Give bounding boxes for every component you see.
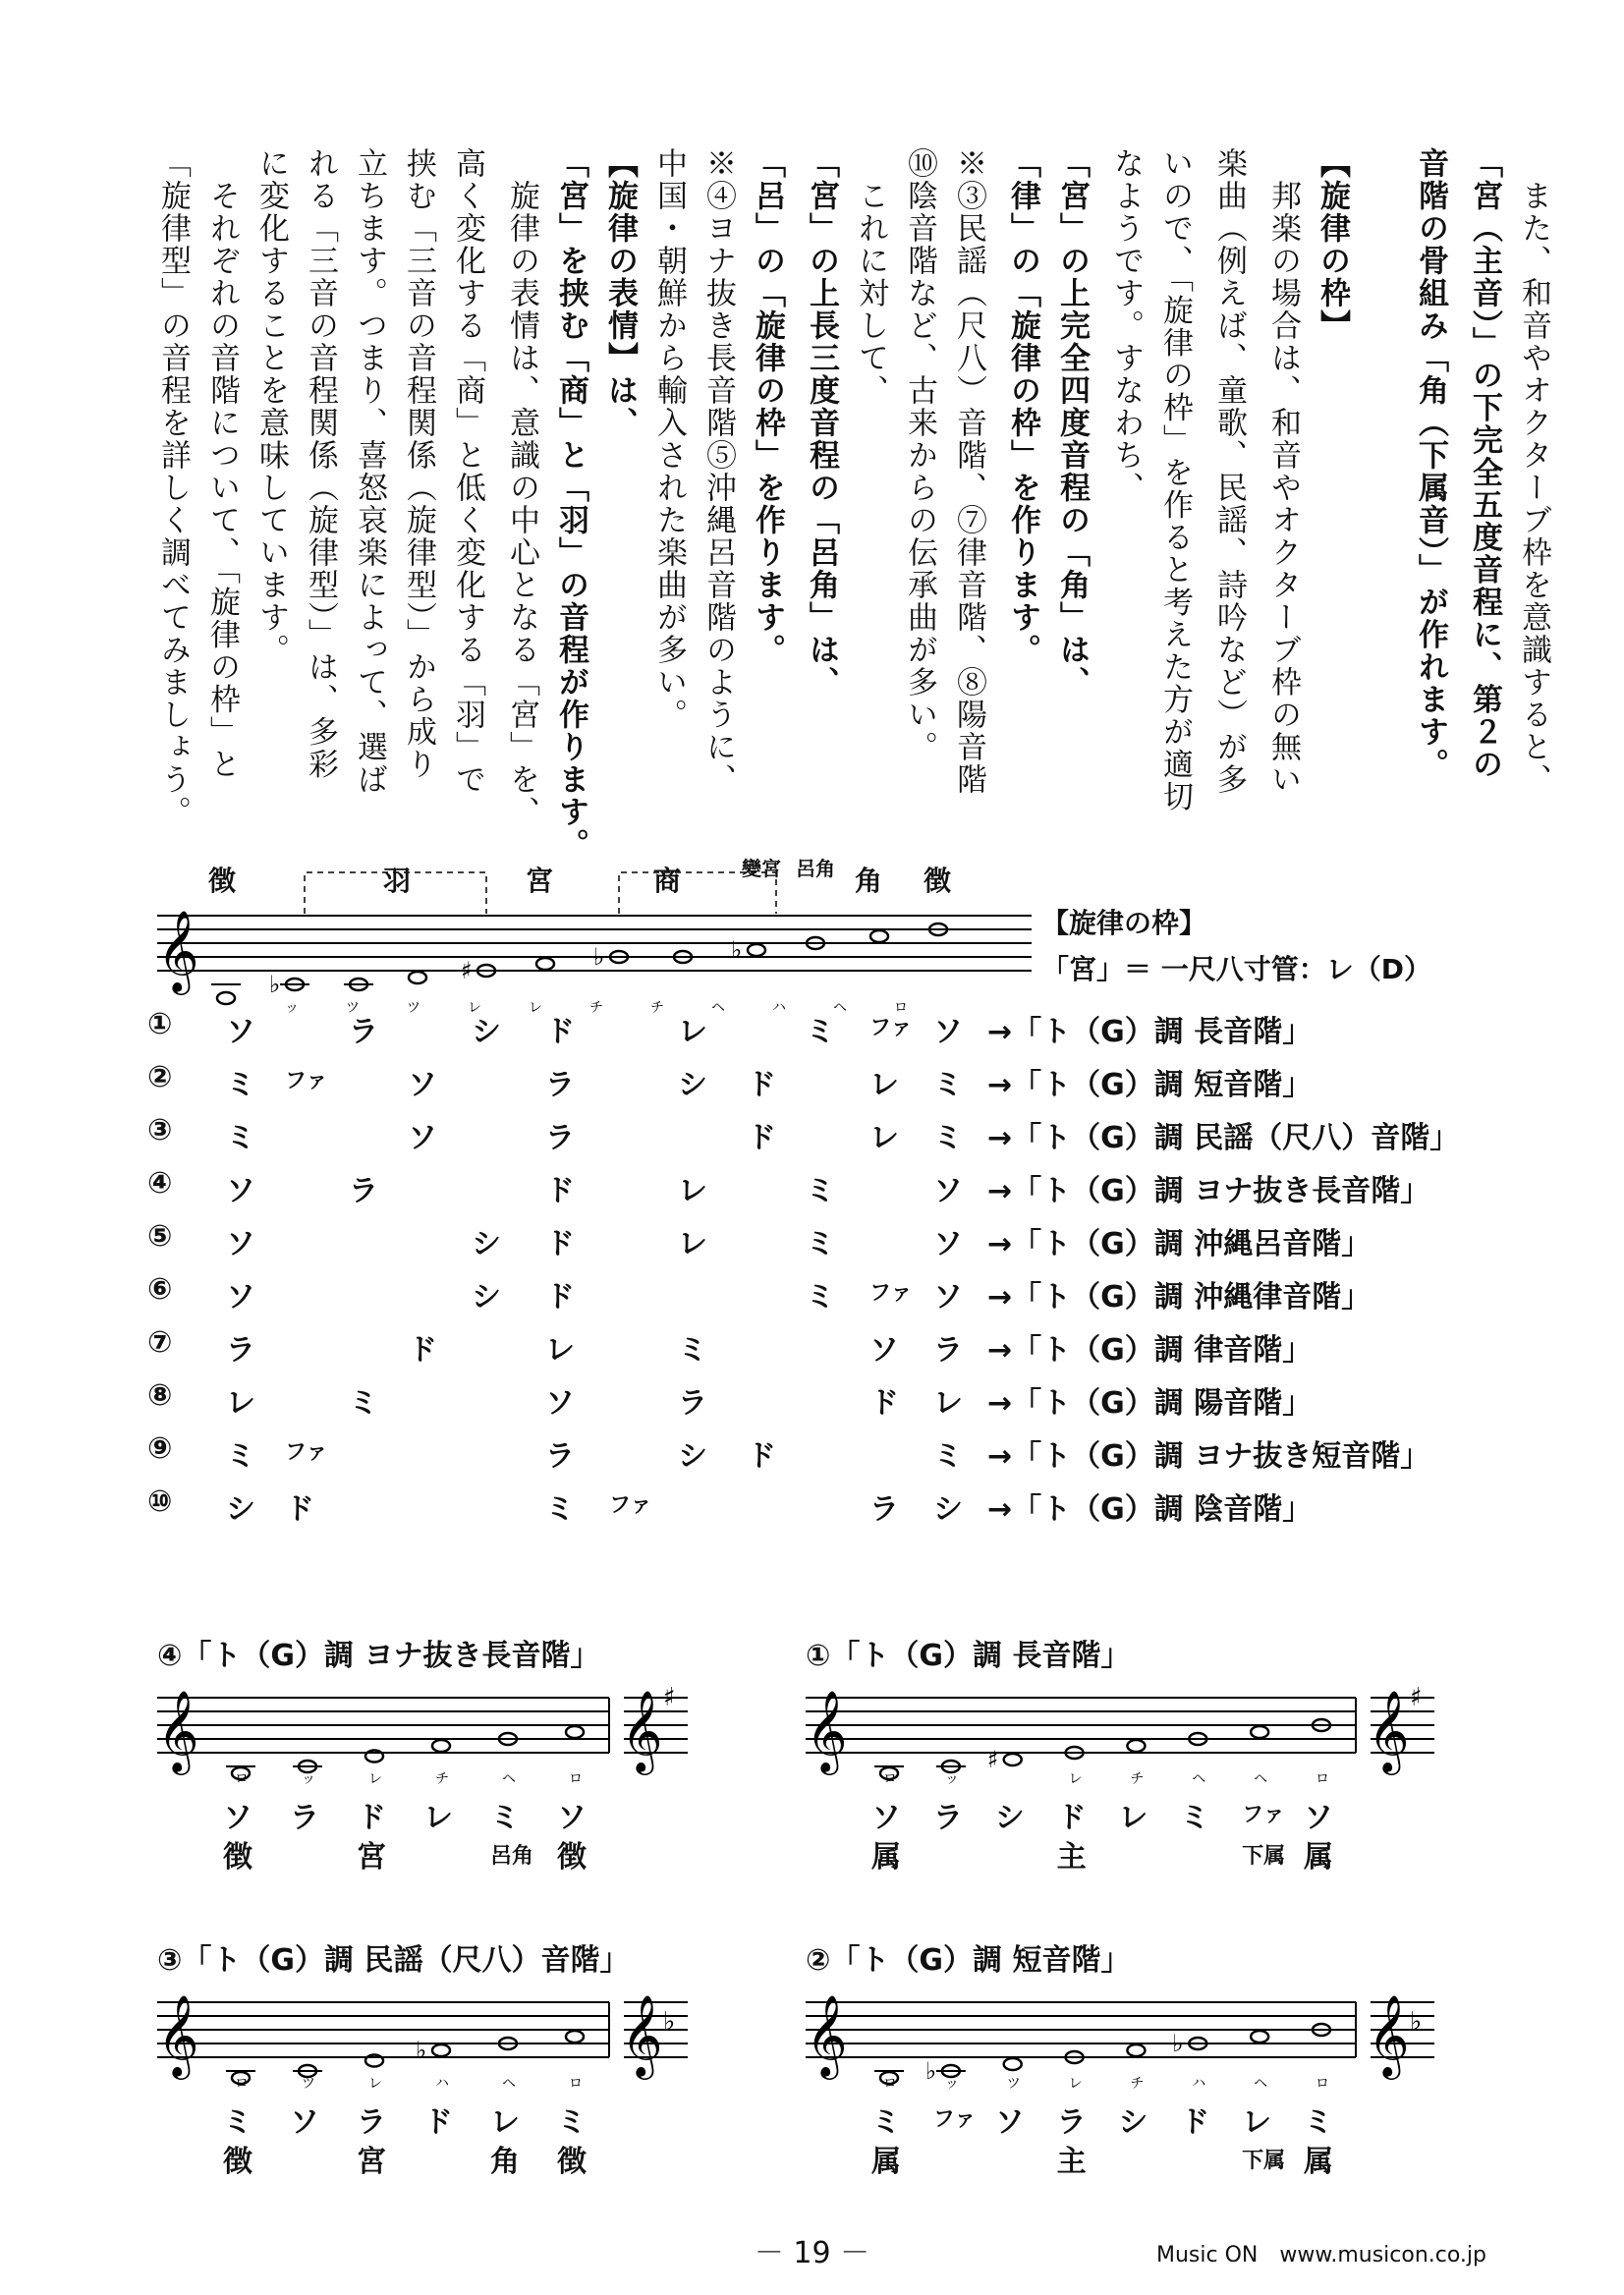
scale-title: ②「ト（G）調 短音階」 — [806, 1943, 1131, 1978]
solfege-note: ファ — [869, 1016, 913, 1040]
treble-clef-icon: 𝄞 — [621, 1689, 663, 1771]
treble-clef-icon: 𝄞 — [157, 1689, 199, 1771]
solfege-note: ソ — [933, 1227, 963, 1261]
staff-label: 呂角 — [796, 857, 835, 880]
scale-row — [147, 1219, 1523, 1262]
scale-staff — [806, 1680, 1493, 1788]
solfege-note: レ — [678, 1174, 707, 1208]
treble-clef-icon: 𝄞 — [1368, 1689, 1410, 1771]
kana-label: ッ — [944, 1771, 959, 1787]
row-number: ⑨ — [147, 1431, 173, 1466]
whole-note — [1127, 1740, 1145, 1752]
solfege-note: レ — [933, 1386, 963, 1421]
flat-icon: ♭ — [731, 936, 743, 964]
scale-degree: 主 — [1056, 2145, 1087, 2179]
scale-note: シ — [994, 1801, 1025, 1835]
scale-staff — [806, 1985, 1493, 2093]
whole-note — [536, 958, 554, 970]
text-column: 邦楽の場合は、和音やオクターブ枠の無い — [1265, 147, 1301, 796]
treble-clef-icon: 𝄞 — [621, 1993, 663, 2076]
whole-note — [566, 1726, 584, 1738]
kana-label: ツ — [407, 1000, 420, 1016]
row-number: ③ — [147, 1113, 173, 1148]
kana-label: レ — [468, 1000, 481, 1016]
site-credit: Music ON www.musicon.co.jp — [1156, 2243, 1486, 2267]
text-column: 旋律の表情は、意識の中心となる「宮」を、 — [504, 147, 539, 828]
treble-clef-icon: 𝄞 — [157, 1993, 199, 2076]
solfege-note: ド — [285, 1492, 314, 1527]
row-number: ⑥ — [147, 1272, 173, 1307]
sharp-icon: ♯ — [986, 1746, 999, 1773]
scale-note: ファ — [932, 2107, 977, 2132]
text-column: 挟む「三音の音程関係（旋律型）」から成り — [401, 147, 436, 781]
row-number: ④ — [147, 1166, 173, 1201]
treble-clef-icon: 𝄞 — [806, 1689, 848, 1771]
scale-result: →「ト（G）調 短音階」 — [987, 1068, 1313, 1102]
text-column: 「呂」の「旋律の枠」を作ります。 — [750, 147, 785, 666]
solfege-note: ミ — [226, 1439, 255, 1474]
scale-staff — [157, 1680, 747, 1788]
scale-degree: 呂角 — [490, 1844, 534, 1869]
solfege-note: レ — [545, 1333, 575, 1368]
kana-label: チ — [650, 1000, 664, 1016]
solfege-note: レ — [678, 1227, 707, 1261]
scale-degree: 属 — [871, 2145, 901, 2179]
scale-degree: 属 — [1304, 2145, 1333, 2179]
scale-row — [147, 1060, 1523, 1103]
text-column: に変化することを意味しています。 — [253, 147, 289, 666]
scale-note: ド — [423, 2105, 453, 2140]
scale-note: ミ — [871, 2105, 901, 2140]
scale-row — [147, 1431, 1523, 1475]
kana-label: ヘ — [1254, 1771, 1268, 1787]
kana-label: ロ — [569, 1771, 583, 1787]
solfege-note: ソ — [408, 1068, 437, 1102]
solfege-note: ド — [869, 1386, 899, 1421]
scale-note: ミ — [1304, 2105, 1333, 2140]
text-column: 楽曲（例えば、童歌、民謡、詩吟など）が多 — [1211, 147, 1247, 796]
kana-label: ヘ — [502, 2076, 516, 2092]
staff-label: 商 — [653, 865, 682, 897]
solfege-note: ファ — [609, 1493, 652, 1518]
text-column: 「律」の「旋律の枠」を作ります。 — [1005, 147, 1040, 666]
scale-result: →「ト（G）調 長音階」 — [987, 1015, 1313, 1049]
scale-result: →「ト（G）調 ヨナ抜き短音階」 — [987, 1439, 1430, 1474]
text-column: また、和音やオクターブ枠を意識すると、 — [1516, 147, 1551, 796]
solfege-note: シ — [678, 1068, 707, 1102]
staff-label: 變宮 — [742, 857, 781, 880]
staff-label: 徴 — [208, 865, 237, 897]
scale-note: ソ — [557, 1801, 587, 1835]
solfege-note: シ — [678, 1439, 707, 1474]
solfege-note: ソ — [226, 1174, 255, 1208]
solfege-note: ソ — [933, 1174, 963, 1208]
kana-label: チ — [1130, 1771, 1145, 1787]
text-column: なようです。すなわち、 — [1108, 147, 1144, 504]
scale-note: ラ — [290, 1801, 319, 1835]
scale-degree: 徴 — [223, 2145, 252, 2179]
scale-title: ④「ト（G）調 ヨナ抜き長音階」 — [157, 1639, 600, 1673]
solfege-note: レ — [869, 1121, 899, 1155]
solfege-note: シ — [472, 1227, 501, 1261]
kana-label: ロ — [883, 2076, 897, 2092]
text-column: これに対して、 — [853, 147, 888, 407]
text-column: 高く変化する「商」と低く変化する「羽」で — [450, 147, 485, 796]
flat-icon: ♭ — [593, 943, 605, 971]
solfege-note: ソ — [545, 1386, 575, 1421]
scale-result: →「ト（G）調 陽音階」 — [987, 1386, 1313, 1421]
text-column: ⑩陰音階など、古来からの伝承曲が多い。 — [902, 147, 937, 763]
sharp-icon: ♯ — [1410, 1683, 1423, 1712]
text-column: 「宮」の上長三度音程の「呂角」は、 — [804, 147, 839, 699]
solfege-note: ド — [545, 1015, 575, 1049]
scale-note: レ — [490, 2105, 520, 2140]
scale-degree: 下属 — [1242, 2149, 1286, 2173]
text-column: 「宮」を挟む「商」と「羽」の音程が作ります。 — [553, 147, 588, 861]
solfege-note: ファ — [285, 1440, 328, 1465]
flat-icon: ♭ — [1172, 2030, 1184, 2057]
solfege-note: ソ — [869, 1333, 899, 1368]
flat-icon: ♭ — [663, 2007, 676, 2037]
row-number: ⑦ — [147, 1325, 173, 1360]
scale-note: ラ — [357, 2105, 386, 2140]
scale-note: ソ — [871, 1801, 901, 1835]
page-number: － 19 － — [754, 2236, 870, 2270]
solfege-note: ラ — [933, 1333, 963, 1368]
scale-staff — [157, 1985, 747, 2093]
solfege-note: ラ — [226, 1333, 255, 1368]
solfege-note: ラ — [349, 1174, 378, 1208]
solfege-note: ソ — [933, 1280, 963, 1315]
scale-note: ド — [357, 1801, 386, 1835]
solfege-note: ミ — [226, 1121, 255, 1155]
scale-result: →「ト（G）調 陰音階」 — [987, 1492, 1313, 1527]
solfege-note: ド — [545, 1174, 575, 1208]
whole-note — [1251, 1726, 1268, 1738]
text-column: いので、「旋律の枠」を作ると考えた方が適切 — [1157, 147, 1193, 813]
scale-note: ソ — [223, 1801, 252, 1835]
scale-note: ラ — [932, 1801, 963, 1835]
scale-result: →「ト（G）調 沖縄呂音階」 — [987, 1227, 1372, 1261]
solfege-note: ド — [408, 1333, 437, 1368]
scale-result: →「ト（G）調 民謡（尺八）音階」 — [987, 1121, 1460, 1155]
whole-note — [1127, 2044, 1145, 2056]
kana-label: チ — [1130, 2076, 1145, 2092]
solfege-note: ミ — [806, 1015, 835, 1049]
scale-result: →「ト（G）調 沖縄律音階」 — [987, 1280, 1372, 1315]
scale-note: ミ — [1180, 1801, 1210, 1835]
solfege-note: ド — [545, 1280, 575, 1315]
solfege-note: ラ — [545, 1121, 575, 1155]
scale-degree: 属 — [871, 1840, 901, 1875]
solfege-note: ド — [747, 1439, 776, 1474]
text-column: 中国・朝鮮から輸入された楽曲が多い。 — [651, 147, 687, 731]
kana-label: ロ — [235, 1771, 249, 1787]
whole-note — [1004, 1754, 1022, 1765]
whole-note — [566, 2031, 584, 2043]
kana-label: ッ — [285, 1000, 299, 1016]
solfege-note: シ — [226, 1492, 255, 1527]
solfege-note: シ — [472, 1015, 501, 1049]
solfege-note: ミ — [545, 1492, 575, 1527]
scale-result: →「ト（G）調 律音階」 — [987, 1333, 1313, 1368]
solfege-note: シ — [933, 1492, 963, 1527]
scale-note: ソ — [290, 2105, 319, 2140]
scale-row — [147, 1484, 1523, 1528]
scale-note: ド — [1180, 2105, 1210, 2140]
kana-label: チ — [589, 1000, 603, 1016]
kana-label: ロ — [1316, 1771, 1329, 1787]
text-column: ※③民謡（尺八）音階、⑦律音階、⑧陽音階 — [951, 147, 986, 796]
kana-label: レ — [1068, 1771, 1083, 1787]
text-column: 立ちます。つまり、喜怒哀楽によって、選ば — [352, 147, 387, 796]
staff-label: 徴 — [924, 865, 952, 897]
scale-row — [147, 1166, 1523, 1209]
solfege-note: ミ — [933, 1439, 963, 1474]
solfege-note: ミ — [806, 1174, 835, 1208]
scale-degree: 徴 — [557, 2145, 587, 2179]
solfege-note: レ — [869, 1068, 899, 1102]
kana-label: ヘ — [711, 1000, 725, 1016]
whole-note — [432, 2044, 450, 2056]
whole-note — [1251, 2031, 1268, 2043]
solfege-note: ソ — [226, 1227, 255, 1261]
row-number: ① — [147, 1007, 173, 1041]
solfege-note: ソ — [408, 1121, 437, 1155]
row-number: ⑤ — [147, 1219, 173, 1254]
kana-label: ツ — [302, 2076, 315, 2092]
scale-note: ラ — [1056, 2105, 1087, 2140]
solfege-note: ド — [747, 1068, 776, 1102]
scale-note: ソ — [994, 2105, 1025, 2140]
scale-note: ミ — [557, 2105, 587, 2140]
solfege-note: ミ — [349, 1386, 378, 1421]
text-column: 【旋律の枠】 — [1315, 147, 1350, 342]
scale-degree: 宮 — [357, 1840, 386, 1875]
scale-note: ソ — [1304, 1801, 1333, 1835]
solfege-note: ラ — [349, 1015, 378, 1049]
solfege-note: ミ — [678, 1333, 707, 1368]
solfege-note: ファ — [869, 1281, 913, 1306]
frame-title: 【旋律の枠】 — [1041, 907, 1207, 939]
staff-label: 宮 — [526, 865, 554, 897]
text-column: ※④ヨナ抜き長音階⑤沖縄呂音階のように、 — [700, 147, 736, 796]
scale-degree: 下属 — [1242, 1844, 1286, 1869]
scale-degree: 属 — [1304, 1840, 1333, 1875]
kana-label: ハ — [1192, 2076, 1206, 2092]
treble-clef-icon: 𝄞 — [1368, 1993, 1410, 2076]
frame-subtitle: 「宮」＝ 一尺八寸管：レ（D） — [1041, 953, 1431, 985]
text-column: それぞれの音階について、「旋律の枠」と — [204, 147, 240, 781]
sharp-icon: ♯ — [663, 1683, 676, 1712]
row-number: ⑧ — [147, 1378, 173, 1413]
solfege-note: ソ — [933, 1015, 963, 1049]
scale-note: レ — [423, 1801, 453, 1835]
scale-row — [147, 1325, 1523, 1369]
scale-degree: 宮 — [357, 2145, 386, 2179]
scale-degree: 徴 — [557, 1840, 587, 1875]
kana-label: ロ — [1316, 2076, 1329, 2092]
sharp-icon: ♯ — [461, 957, 473, 984]
text-column: れる「三音の音程関係（旋律型）」は、多彩 — [303, 147, 338, 781]
kana-label: ハ — [435, 2076, 449, 2092]
solfege-note: ミ — [806, 1280, 835, 1315]
solfege-note: ラ — [545, 1068, 575, 1102]
scale-note: ミ — [223, 2105, 252, 2140]
whole-note — [1004, 2058, 1022, 2070]
row-number: ⑩ — [147, 1484, 173, 1519]
kana-label: ハ — [772, 1000, 786, 1016]
solfege-note: シ — [472, 1280, 501, 1315]
kana-label: レ — [368, 1771, 382, 1787]
solfege-note: ラ — [545, 1439, 575, 1474]
kana-label: ロ — [235, 2076, 249, 2092]
kana-label: ロ — [894, 1000, 908, 1016]
flat-icon: ♭ — [416, 2037, 427, 2064]
scale-note: レ — [1118, 1801, 1148, 1835]
whole-note — [870, 930, 888, 942]
staff-label: 角 — [855, 865, 883, 897]
scale-title: ①「ト（G）調 長音階」 — [806, 1639, 1131, 1673]
kana-label: レ — [529, 1000, 542, 1016]
scale-row — [147, 1272, 1523, 1315]
whole-note — [409, 972, 426, 983]
whole-note — [217, 992, 235, 1004]
solfege-note: ファ — [285, 1069, 328, 1093]
solfege-note: ミ — [226, 1068, 255, 1102]
kana-label: ッ — [302, 1771, 315, 1787]
solfege-note: ラ — [678, 1386, 707, 1421]
staff-label: 羽 — [383, 865, 412, 897]
kana-label: レ — [1068, 2076, 1083, 2092]
scale-degree: 角 — [490, 2145, 520, 2179]
text-column: 【旋律の表情】は、 — [602, 147, 638, 439]
kana-label: ツ — [1006, 2076, 1021, 2092]
scale-title: ③「ト（G）調 民謡（尺八）音階」 — [157, 1943, 630, 1978]
kana-label: ヘ — [833, 1000, 847, 1016]
kana-label: ヘ — [1254, 2076, 1268, 2092]
scale-row — [147, 1007, 1523, 1050]
scale-note: ファ — [1242, 1803, 1285, 1827]
text-column: 「宮」の上完全四度音程の「角」は、 — [1054, 147, 1090, 699]
solfege-note: ソ — [226, 1280, 255, 1315]
whole-note — [748, 944, 765, 956]
scale-result: →「ト（G）調 ヨナ抜き長音階」 — [987, 1174, 1430, 1208]
kana-label: ロ — [883, 1771, 897, 1787]
solfege-note: ソ — [226, 1015, 255, 1049]
flat-icon: ♭ — [1410, 2007, 1423, 2037]
solfege-note: ド — [747, 1121, 776, 1155]
scale-row — [147, 1113, 1523, 1156]
scale-note: ミ — [490, 1801, 520, 1835]
kana-label: ヘ — [1192, 1771, 1206, 1787]
solfege-note: ラ — [869, 1492, 899, 1527]
text-column: 音階の骨組み「角（下属音）」が作れます。 — [1413, 147, 1448, 781]
solfege-note: レ — [226, 1386, 255, 1421]
kana-label: チ — [435, 1771, 449, 1787]
solfege-note: レ — [678, 1015, 707, 1049]
kana-label: ッ — [944, 2076, 959, 2092]
scale-note: レ — [1242, 2105, 1272, 2140]
kana-label: ヘ — [502, 1771, 516, 1787]
flat-icon: ♭ — [924, 2057, 937, 2085]
kana-label: ロ — [569, 2076, 583, 2092]
row-number: ② — [147, 1060, 173, 1094]
scale-degree: 徴 — [223, 1840, 252, 1875]
text-column: 「宮（主音）」の下完全五度音程に、第２の — [1467, 147, 1502, 781]
text-column: 「旋律型」の音程を詳しく調べてみましょう。 — [155, 147, 191, 828]
scale-degree: 主 — [1056, 1840, 1087, 1875]
treble-clef-icon: 𝄞 — [806, 1993, 848, 2076]
solfege-note: ド — [545, 1227, 575, 1261]
solfege-note: ミ — [933, 1068, 963, 1102]
scale-note: ド — [1056, 1801, 1087, 1835]
kana-label: ツ — [346, 1000, 360, 1016]
whole-note — [432, 1740, 450, 1752]
solfege-note: ミ — [933, 1121, 963, 1155]
flat-icon: ♭ — [269, 971, 281, 998]
treble-clef-icon: 𝄞 — [157, 909, 199, 991]
kana-label: レ — [368, 2076, 382, 2092]
scale-note: シ — [1118, 2105, 1148, 2140]
scale-row — [147, 1378, 1523, 1422]
solfege-note: ミ — [806, 1227, 835, 1261]
